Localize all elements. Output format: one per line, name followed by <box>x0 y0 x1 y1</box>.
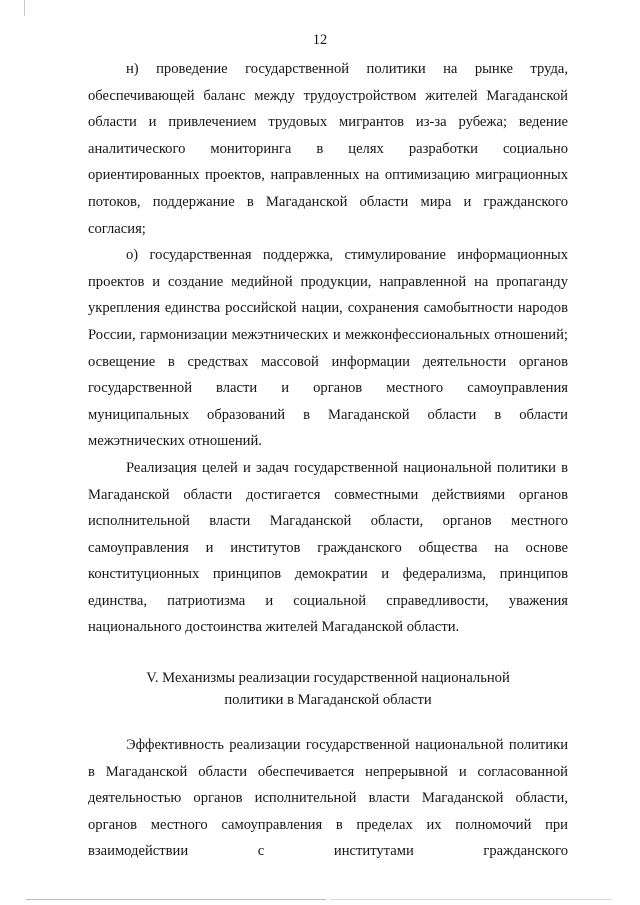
paragraph-n: н) проведение государственной политики на рынке труда, обеспечивающей баланс между трудоустройством жителей Магаданской области и привлечением трудовых мигрантов из-за рубежа; ведение аналитического мониторинга в целях разработки социально ориентированных проектов, направленных на оптимизацию миграционных потоков, поддержание в Магаданской области мира и гражданского согласия; <box>88 61 568 237</box>
paragraph-effectiveness: Эффективность реализации государственной национальной политики в Магаданской области обеспечивается непрерывной и согласованной деятельностью органов исполнительной власти Магаданской области, органов местного самоуправления в пределах их полномочий при взаимодействии с институтами гражданского <box>88 737 568 860</box>
paragraph-implementation: Реализация целей и задач государственной национальной политики в Магаданской области достигается совместными действиями органов исполнительной власти Магаданской области, органов местного самоуправления и институтов гражданского общества на основе конституционных принципов демократии и федерализма, принципов единства, патриотизма и социальной справедливости, уважения национального достоинства жителей Магаданской области. <box>88 459 568 636</box>
scan-bottom-edge-light <box>330 899 612 900</box>
document-body <box>88 56 568 865</box>
page-number: 12 <box>312 32 328 48</box>
section-heading-line-1: V. Механизмы реализации государственной национальной <box>146 670 510 687</box>
section-heading-line-2: политики в Магаданской области <box>224 692 432 709</box>
scan-edge-mark <box>24 0 25 16</box>
scan-bottom-edge <box>26 899 326 900</box>
section-heading <box>88 667 568 711</box>
paragraph-o: о) государственная поддержка, стимулирование информационных проектов и создание медийной продукции, направленной на пропаганду укрепления единства российской нации, сохранения самобытности народов России, гармонизации межэтнических и межконфессиональных отношений; освещение в средствах массовой информации деятельности органов государственной власти и органов местного самоуправления муниципальных образований в Магаданской области в области межэтнических отношений. <box>88 247 568 450</box>
